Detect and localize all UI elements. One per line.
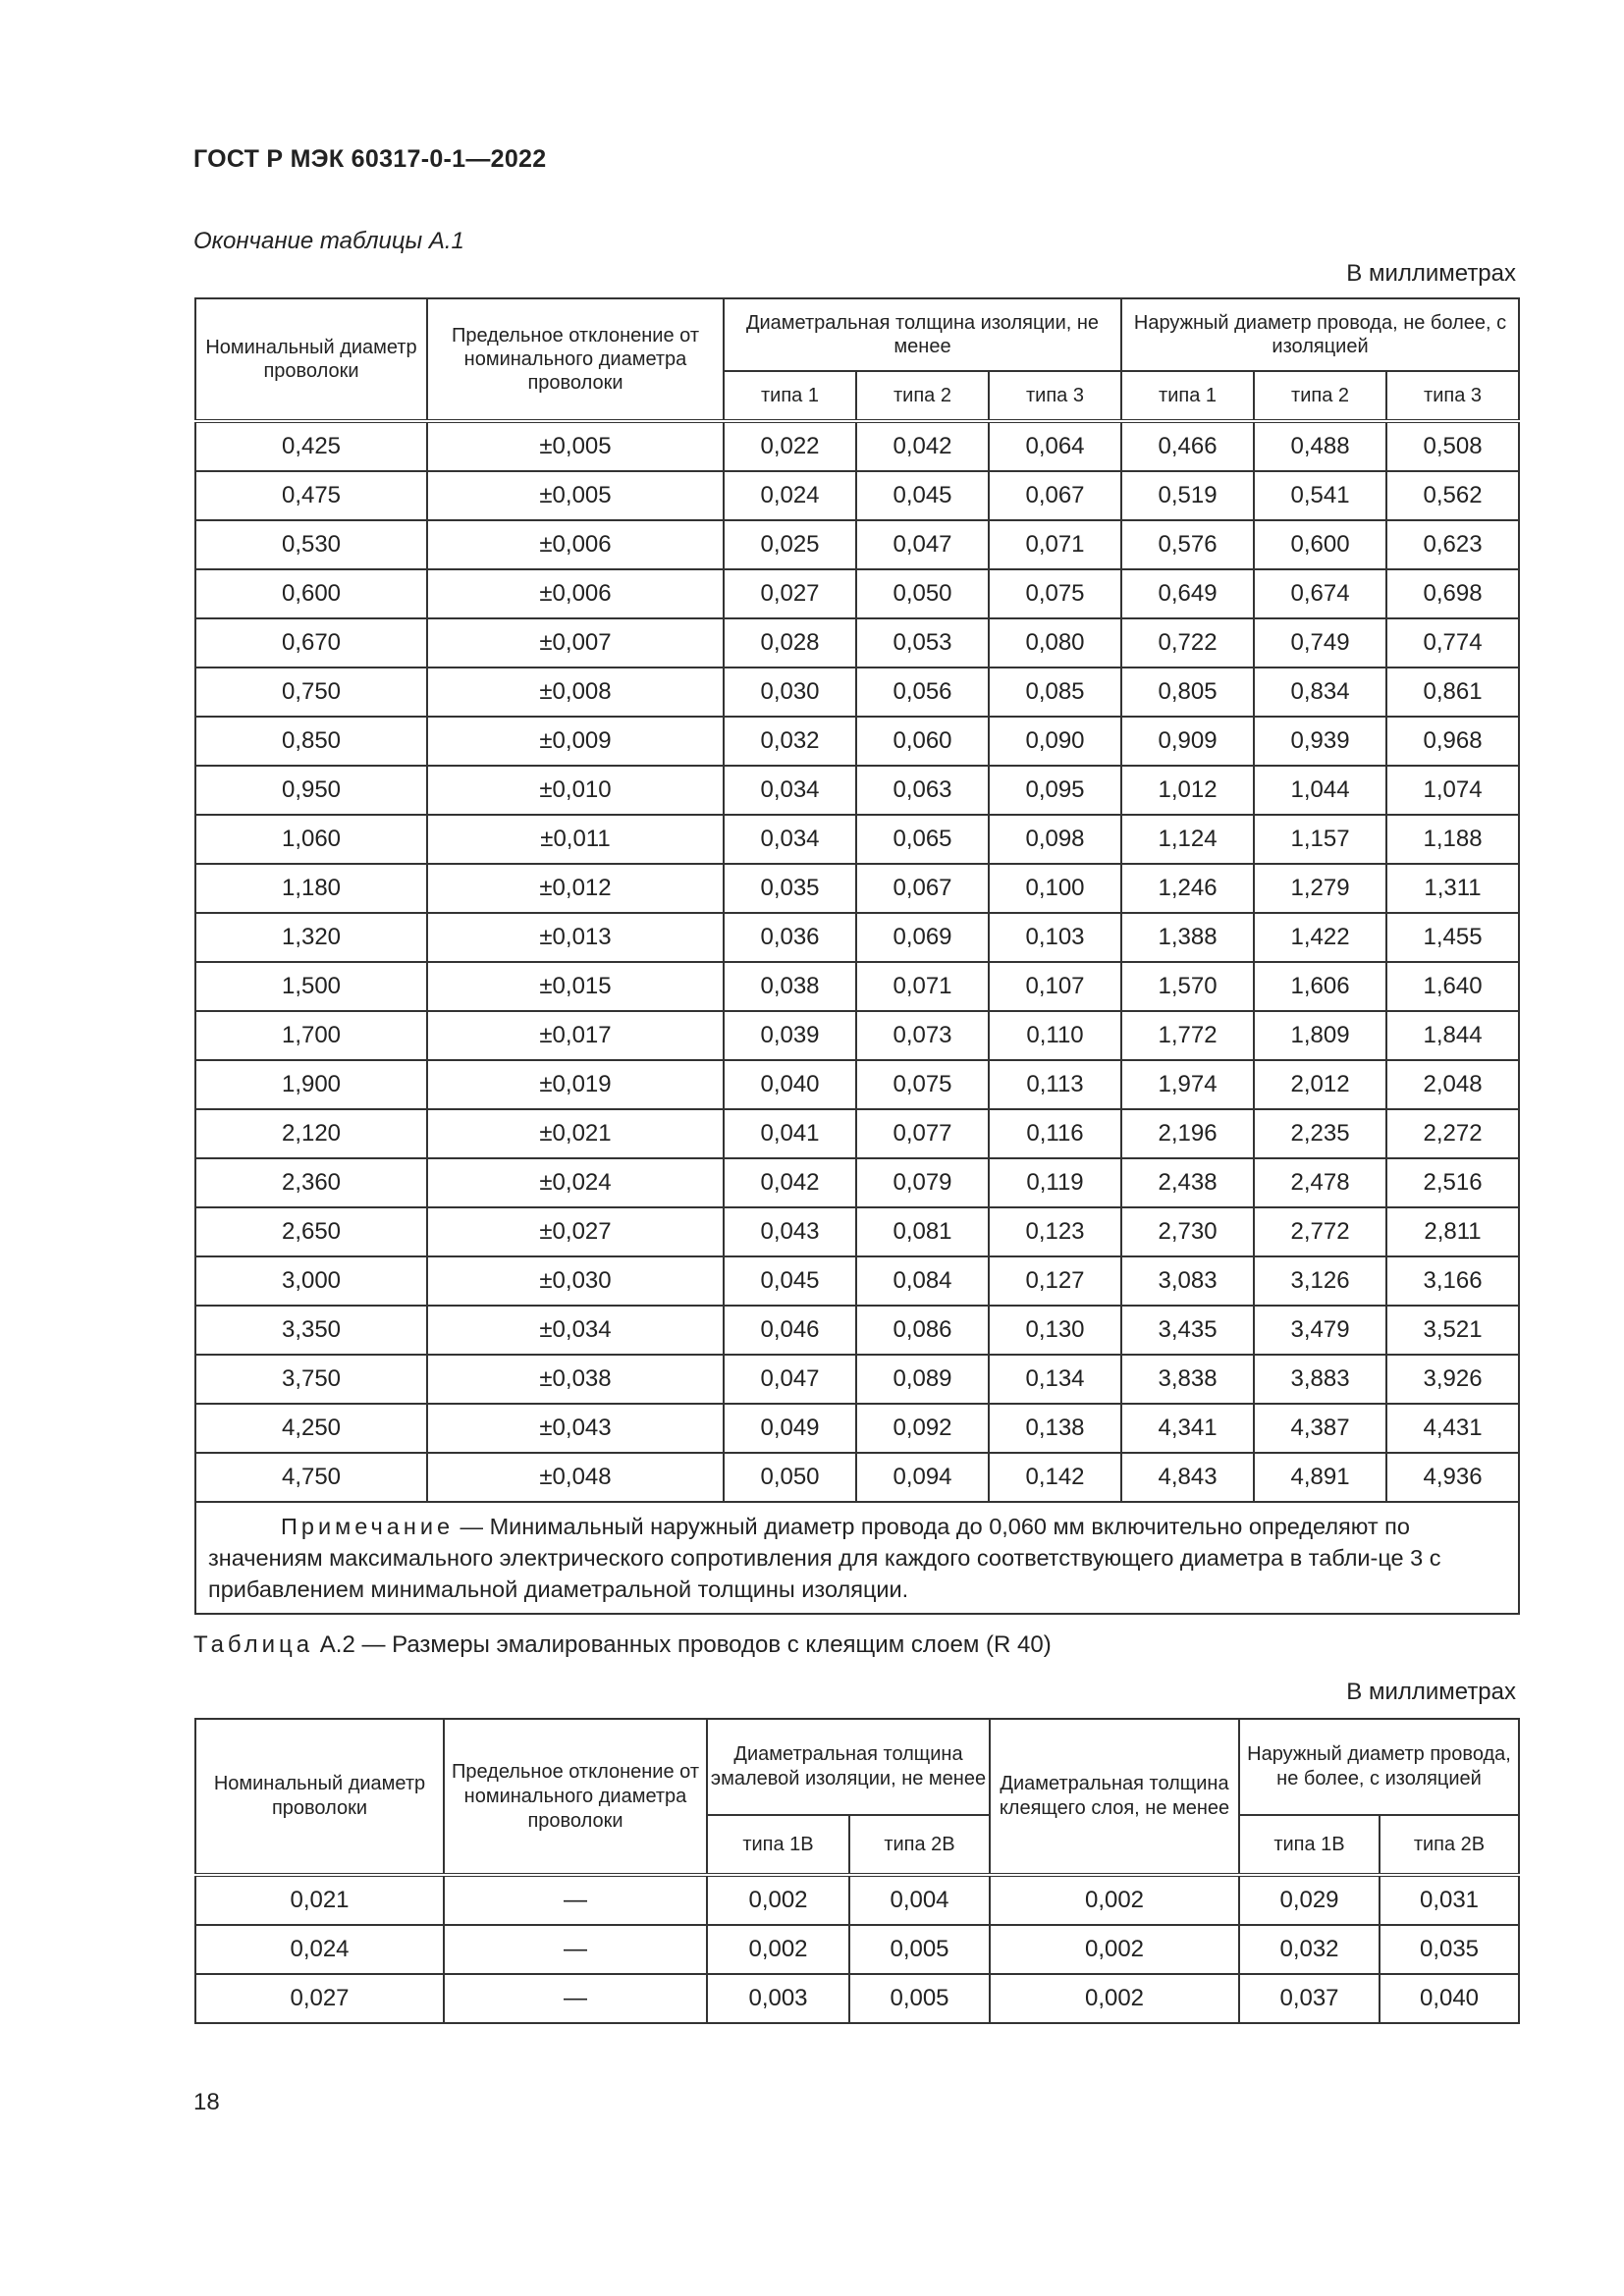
table-cell: 1,606	[1254, 962, 1386, 1011]
table-cell: 2,650	[195, 1207, 427, 1256]
table-cell: 0,909	[1121, 717, 1254, 766]
table-cell: 0,064	[989, 421, 1121, 471]
table-cell: 0,466	[1121, 421, 1254, 471]
table-cell: 0,002	[990, 1925, 1239, 1974]
table-cell: 0,123	[989, 1207, 1121, 1256]
table-cell: 0,024	[724, 471, 856, 520]
table-cell: 0,834	[1254, 667, 1386, 717]
table-cell: 0,968	[1386, 717, 1519, 766]
table-cell: 0,749	[1254, 618, 1386, 667]
header-nominal-diameter: Номинальный диаметр проволоки	[195, 298, 427, 421]
table-cell: 3,435	[1121, 1306, 1254, 1355]
table-cell: 1,124	[1121, 815, 1254, 864]
table-cell: 0,649	[1121, 569, 1254, 618]
table-cell: 0,040	[724, 1060, 856, 1109]
table-cell: 2,360	[195, 1158, 427, 1207]
table-cell: 3,926	[1386, 1355, 1519, 1404]
table-cell: 1,044	[1254, 766, 1386, 815]
table-cell: 0,042	[856, 421, 989, 471]
table-cell: ±0,048	[427, 1453, 724, 1502]
table-cell: ±0,030	[427, 1256, 724, 1306]
header-enamel-thickness: Диаметральная толщина эмалевой изоляции, не менее	[707, 1719, 990, 1815]
page-number: 18	[193, 2089, 220, 2115]
table-cell: 3,083	[1121, 1256, 1254, 1306]
table-cell: 0,005	[849, 1974, 990, 2023]
table-cell: 0,065	[856, 815, 989, 864]
table-cell: 0,030	[724, 667, 856, 717]
table-cell: 0,600	[1254, 520, 1386, 569]
table-cell: 1,060	[195, 815, 427, 864]
table-cell: ±0,006	[427, 520, 724, 569]
table-cell: 0,032	[1239, 1925, 1380, 1974]
table-cell: ±0,015	[427, 962, 724, 1011]
table-cell: 0,850	[195, 717, 427, 766]
table-cell: 0,089	[856, 1355, 989, 1404]
header-outer-diameter: Наружный диаметр провода, не более, с изоляцией	[1239, 1719, 1519, 1815]
table-cell: 0,077	[856, 1109, 989, 1158]
table-cell: 0,071	[856, 962, 989, 1011]
table-cell: 0,110	[989, 1011, 1121, 1060]
table-cell: ±0,012	[427, 864, 724, 913]
table-row	[195, 1158, 1519, 1207]
table-cell: 0,094	[856, 1453, 989, 1502]
table-cell: 0,861	[1386, 667, 1519, 717]
table-cell: 3,126	[1254, 1256, 1386, 1306]
table-cell: 0,053	[856, 618, 989, 667]
header-grade-1: типа 1	[724, 371, 856, 421]
table-cell: 0,475	[195, 471, 427, 520]
table-cell: 0,075	[989, 569, 1121, 618]
table-cell: ±0,024	[427, 1158, 724, 1207]
header-tolerance: Предельное отклонение от номинального диаметра проволоки	[444, 1719, 707, 1875]
header-grade-2b: типа 2В	[849, 1815, 990, 1875]
table-cell: 0,103	[989, 913, 1121, 962]
table-cell: 0,722	[1121, 618, 1254, 667]
table-cell: 1,180	[195, 864, 427, 913]
table-cell: 0,600	[195, 569, 427, 618]
table-cell: 0,032	[724, 717, 856, 766]
table-cell: 1,388	[1121, 913, 1254, 962]
table-cell: 4,936	[1386, 1453, 1519, 1502]
table-cell: 2,811	[1386, 1207, 1519, 1256]
table-cell: 0,530	[195, 520, 427, 569]
table-row	[195, 569, 1519, 618]
table-row	[195, 1875, 1519, 1925]
table-cell: 2,235	[1254, 1109, 1386, 1158]
table-row	[195, 520, 1519, 569]
table-cell: 3,838	[1121, 1355, 1254, 1404]
table-cell: 0,037	[1239, 1974, 1380, 2023]
table-cell: 4,431	[1386, 1404, 1519, 1453]
table-cell: ±0,006	[427, 569, 724, 618]
table-cell: 1,422	[1254, 913, 1386, 962]
table-cell: 0,034	[724, 815, 856, 864]
table-cell: 0,508	[1386, 421, 1519, 471]
table-cell: 0,130	[989, 1306, 1121, 1355]
table-cell: 3,000	[195, 1256, 427, 1306]
table-cell: 0,035	[1380, 1925, 1519, 1974]
header-grade-1: типа 1	[1121, 371, 1254, 421]
table2-title-text: А.2 — Размеры эмалированных проводов с клеящим слоем (R 40)	[319, 1631, 1052, 1658]
table-cell: 0,005	[849, 1925, 990, 1974]
table-cell: ±0,019	[427, 1060, 724, 1109]
table-cell: 0,095	[989, 766, 1121, 815]
table-cell: 0,092	[856, 1404, 989, 1453]
table-cell: 0,113	[989, 1060, 1121, 1109]
table-cell: 1,570	[1121, 962, 1254, 1011]
table-cell: 0,950	[195, 766, 427, 815]
table-cell: 0,073	[856, 1011, 989, 1060]
table-cell: 0,047	[856, 520, 989, 569]
table-cell: 0,002	[707, 1925, 849, 1974]
table-cell: 0,805	[1121, 667, 1254, 717]
table-row	[195, 1207, 1519, 1256]
table-cell: 0,021	[195, 1875, 444, 1925]
table-cell: 0,045	[724, 1256, 856, 1306]
table-cell: 0,519	[1121, 471, 1254, 520]
table-cell: 0,075	[856, 1060, 989, 1109]
table-cell: 0,002	[990, 1974, 1239, 2023]
table-cell: 0,576	[1121, 520, 1254, 569]
table-cell: 0,069	[856, 913, 989, 962]
table-row	[195, 1011, 1519, 1060]
table-cell: 0,098	[989, 815, 1121, 864]
header-grade-2b: типа 2В	[1380, 1815, 1519, 1875]
table-cell: 0,004	[849, 1875, 990, 1925]
table-cell: 3,883	[1254, 1355, 1386, 1404]
table-cell: 1,455	[1386, 913, 1519, 962]
table-cell: 2,012	[1254, 1060, 1386, 1109]
table-cell: 0,031	[1380, 1875, 1519, 1925]
table-cell: 0,050	[724, 1453, 856, 1502]
table-cell: 0,067	[856, 864, 989, 913]
table-cell: 1,500	[195, 962, 427, 1011]
table-cell: ±0,010	[427, 766, 724, 815]
table-cell: 0,079	[856, 1158, 989, 1207]
table-cell: 2,196	[1121, 1109, 1254, 1158]
table1-units: В миллиметрах	[1346, 260, 1516, 287]
table-cell: 2,272	[1386, 1109, 1519, 1158]
table-row	[195, 421, 1519, 471]
table-cell: 0,056	[856, 667, 989, 717]
table-cell: 2,772	[1254, 1207, 1386, 1256]
table-row	[195, 1060, 1519, 1109]
table-cell: 1,074	[1386, 766, 1519, 815]
table-cell: 3,350	[195, 1306, 427, 1355]
table-cell: 1,974	[1121, 1060, 1254, 1109]
table-cell: 1,900	[195, 1060, 427, 1109]
table-cell: 2,120	[195, 1109, 427, 1158]
table-cell: 4,843	[1121, 1453, 1254, 1502]
table-cell: ±0,038	[427, 1355, 724, 1404]
table-cell: 4,387	[1254, 1404, 1386, 1453]
table-cell: 3,750	[195, 1355, 427, 1404]
table-cell: ±0,043	[427, 1404, 724, 1453]
table-cell: 0,127	[989, 1256, 1121, 1306]
table-cell: 2,516	[1386, 1158, 1519, 1207]
table-row	[195, 1974, 1519, 2023]
table-cell: 0,025	[724, 520, 856, 569]
table-cell: ±0,008	[427, 667, 724, 717]
table-cell: 4,250	[195, 1404, 427, 1453]
table-a1	[194, 297, 1520, 1615]
header-bond-thickness: Диаметральная толщина клеящего слоя, не менее	[990, 1719, 1239, 1875]
table-cell: 1,188	[1386, 815, 1519, 864]
table-cell: 0,084	[856, 1256, 989, 1306]
table-cell: 0,698	[1386, 569, 1519, 618]
note-text: — Минимальный наружный диаметр провода до 0,060 мм включительно определяют по значениям максимального электрического сопротивления для каждого соответствующего диаметра в табли-це 3 с прибавлением минимальной диаметральной толщины изоляции.	[208, 1514, 1441, 1602]
table-cell: ±0,005	[427, 421, 724, 471]
table-cell: 0,939	[1254, 717, 1386, 766]
table-cell: 4,341	[1121, 1404, 1254, 1453]
header-grade-1b: типа 1В	[707, 1815, 849, 1875]
table-cell: 0,086	[856, 1306, 989, 1355]
table-cell: ±0,027	[427, 1207, 724, 1256]
header-nominal-diameter: Номинальный диаметр проволоки	[195, 1719, 444, 1875]
table-cell: 1,772	[1121, 1011, 1254, 1060]
table-row	[195, 864, 1519, 913]
table-cell: ±0,005	[427, 471, 724, 520]
table-cell: 0,138	[989, 1404, 1121, 1453]
table-cell: 1,844	[1386, 1011, 1519, 1060]
table-cell: 0,029	[1239, 1875, 1380, 1925]
table-cell: 0,042	[724, 1158, 856, 1207]
table-row	[195, 1306, 1519, 1355]
table-cell: 0,043	[724, 1207, 856, 1256]
header-grade-3: типа 3	[989, 371, 1121, 421]
table-cell: 0,134	[989, 1355, 1121, 1404]
table-cell: 1,320	[195, 913, 427, 962]
table-cell: 0,119	[989, 1158, 1121, 1207]
table-cell: 0,488	[1254, 421, 1386, 471]
table-cell: 0,116	[989, 1109, 1121, 1158]
table-cell: 0,049	[724, 1404, 856, 1453]
table-row	[195, 1109, 1519, 1158]
table-row	[195, 618, 1519, 667]
table-cell: 0,002	[990, 1875, 1239, 1925]
table-cell: ±0,011	[427, 815, 724, 864]
table-cell: —	[444, 1925, 707, 1974]
table-cell: 0,081	[856, 1207, 989, 1256]
table-cell: 1,700	[195, 1011, 427, 1060]
header-tolerance: Предельное отклонение от номинального диаметра проволоки	[427, 298, 724, 421]
table-cell: 1,012	[1121, 766, 1254, 815]
table-row	[195, 667, 1519, 717]
table-cell: 0,027	[724, 569, 856, 618]
table-cell: 1,246	[1121, 864, 1254, 913]
note-label: Примечание	[281, 1514, 455, 1539]
table-cell: 0,050	[856, 569, 989, 618]
table-cell: 2,478	[1254, 1158, 1386, 1207]
table-cell: ±0,034	[427, 1306, 724, 1355]
table-cell: 1,311	[1386, 864, 1519, 913]
table-cell: 0,038	[724, 962, 856, 1011]
table-row	[195, 962, 1519, 1011]
header-grade-2: типа 2	[856, 371, 989, 421]
document-header: ГОСТ Р МЭК 60317-0-1—2022	[193, 145, 547, 173]
table-row	[195, 815, 1519, 864]
table-cell: 0,041	[724, 1109, 856, 1158]
table-cell: 0,045	[856, 471, 989, 520]
table-cell: 0,085	[989, 667, 1121, 717]
table-row	[195, 1404, 1519, 1453]
table-cell: —	[444, 1875, 707, 1925]
table-cell: 0,071	[989, 520, 1121, 569]
table-cell: 0,090	[989, 717, 1121, 766]
table-cell: ±0,017	[427, 1011, 724, 1060]
table-cell: 0,036	[724, 913, 856, 962]
table-cell: 0,623	[1386, 520, 1519, 569]
table-cell: 0,067	[989, 471, 1121, 520]
table-cell: 0,107	[989, 962, 1121, 1011]
table-cell: 0,080	[989, 618, 1121, 667]
table-cell: 0,022	[724, 421, 856, 471]
table-cell: 2,048	[1386, 1060, 1519, 1109]
table-cell: 0,674	[1254, 569, 1386, 618]
table-cell: 0,027	[195, 1974, 444, 2023]
table-row	[195, 1355, 1519, 1404]
table-row	[195, 1925, 1519, 1974]
table-cell: 0,039	[724, 1011, 856, 1060]
header-insulation-thickness: Диаметральная толщина изоляции, не менее	[724, 298, 1121, 371]
header-grade-2: типа 2	[1254, 371, 1386, 421]
table-cell: 0,562	[1386, 471, 1519, 520]
table-row	[195, 913, 1519, 962]
table-cell: 1,279	[1254, 864, 1386, 913]
table-cell: 1,640	[1386, 962, 1519, 1011]
table-cell: 4,891	[1254, 1453, 1386, 1502]
table-cell: 0,063	[856, 766, 989, 815]
table-row	[195, 717, 1519, 766]
table-cell: 0,003	[707, 1974, 849, 2023]
table-cell: 0,425	[195, 421, 427, 471]
table2-title	[193, 1631, 1052, 1659]
table-cell: 0,060	[856, 717, 989, 766]
table-cell: ±0,021	[427, 1109, 724, 1158]
table-cell: 3,521	[1386, 1306, 1519, 1355]
header-grade-3: типа 3	[1386, 371, 1519, 421]
table2-units: В миллиметрах	[1346, 1679, 1516, 1705]
table-cell: 0,047	[724, 1355, 856, 1404]
table-cell: 0,100	[989, 864, 1121, 913]
table-cell: 2,730	[1121, 1207, 1254, 1256]
table-row	[195, 766, 1519, 815]
table-row	[195, 1453, 1519, 1502]
table-cell: 0,040	[1380, 1974, 1519, 2023]
table-cell: 0,046	[724, 1306, 856, 1355]
table-a2	[194, 1718, 1520, 2024]
table-row	[195, 471, 1519, 520]
table-cell: 0,142	[989, 1453, 1121, 1502]
table-cell: 1,809	[1254, 1011, 1386, 1060]
table1-note	[195, 1502, 1519, 1614]
table-cell: 1,157	[1254, 815, 1386, 864]
table-cell: 4,750	[195, 1453, 427, 1502]
table-cell: 0,750	[195, 667, 427, 717]
table-cell: 0,002	[707, 1875, 849, 1925]
table-cell: ±0,013	[427, 913, 724, 962]
table-cell: 0,774	[1386, 618, 1519, 667]
table-cell: 0,541	[1254, 471, 1386, 520]
table-cell: 0,024	[195, 1925, 444, 1974]
header-grade-1b: типа 1В	[1239, 1815, 1380, 1875]
table-cell: —	[444, 1974, 707, 2023]
table-cell: 2,438	[1121, 1158, 1254, 1207]
table-cell: ±0,009	[427, 717, 724, 766]
table-cell: 0,035	[724, 864, 856, 913]
table-cell: 0,034	[724, 766, 856, 815]
table-cell: ±0,007	[427, 618, 724, 667]
table-row	[195, 1256, 1519, 1306]
table-cell: 3,479	[1254, 1306, 1386, 1355]
table-cell: 0,670	[195, 618, 427, 667]
table-cell: 0,028	[724, 618, 856, 667]
header-outer-diameter: Наружный диаметр провода, не более, с изоляцией	[1121, 298, 1519, 371]
table1-continuation-caption: Окончание таблицы А.1	[193, 228, 464, 254]
table-cell: 3,166	[1386, 1256, 1519, 1306]
table2-title-label: Таблица	[193, 1631, 314, 1658]
